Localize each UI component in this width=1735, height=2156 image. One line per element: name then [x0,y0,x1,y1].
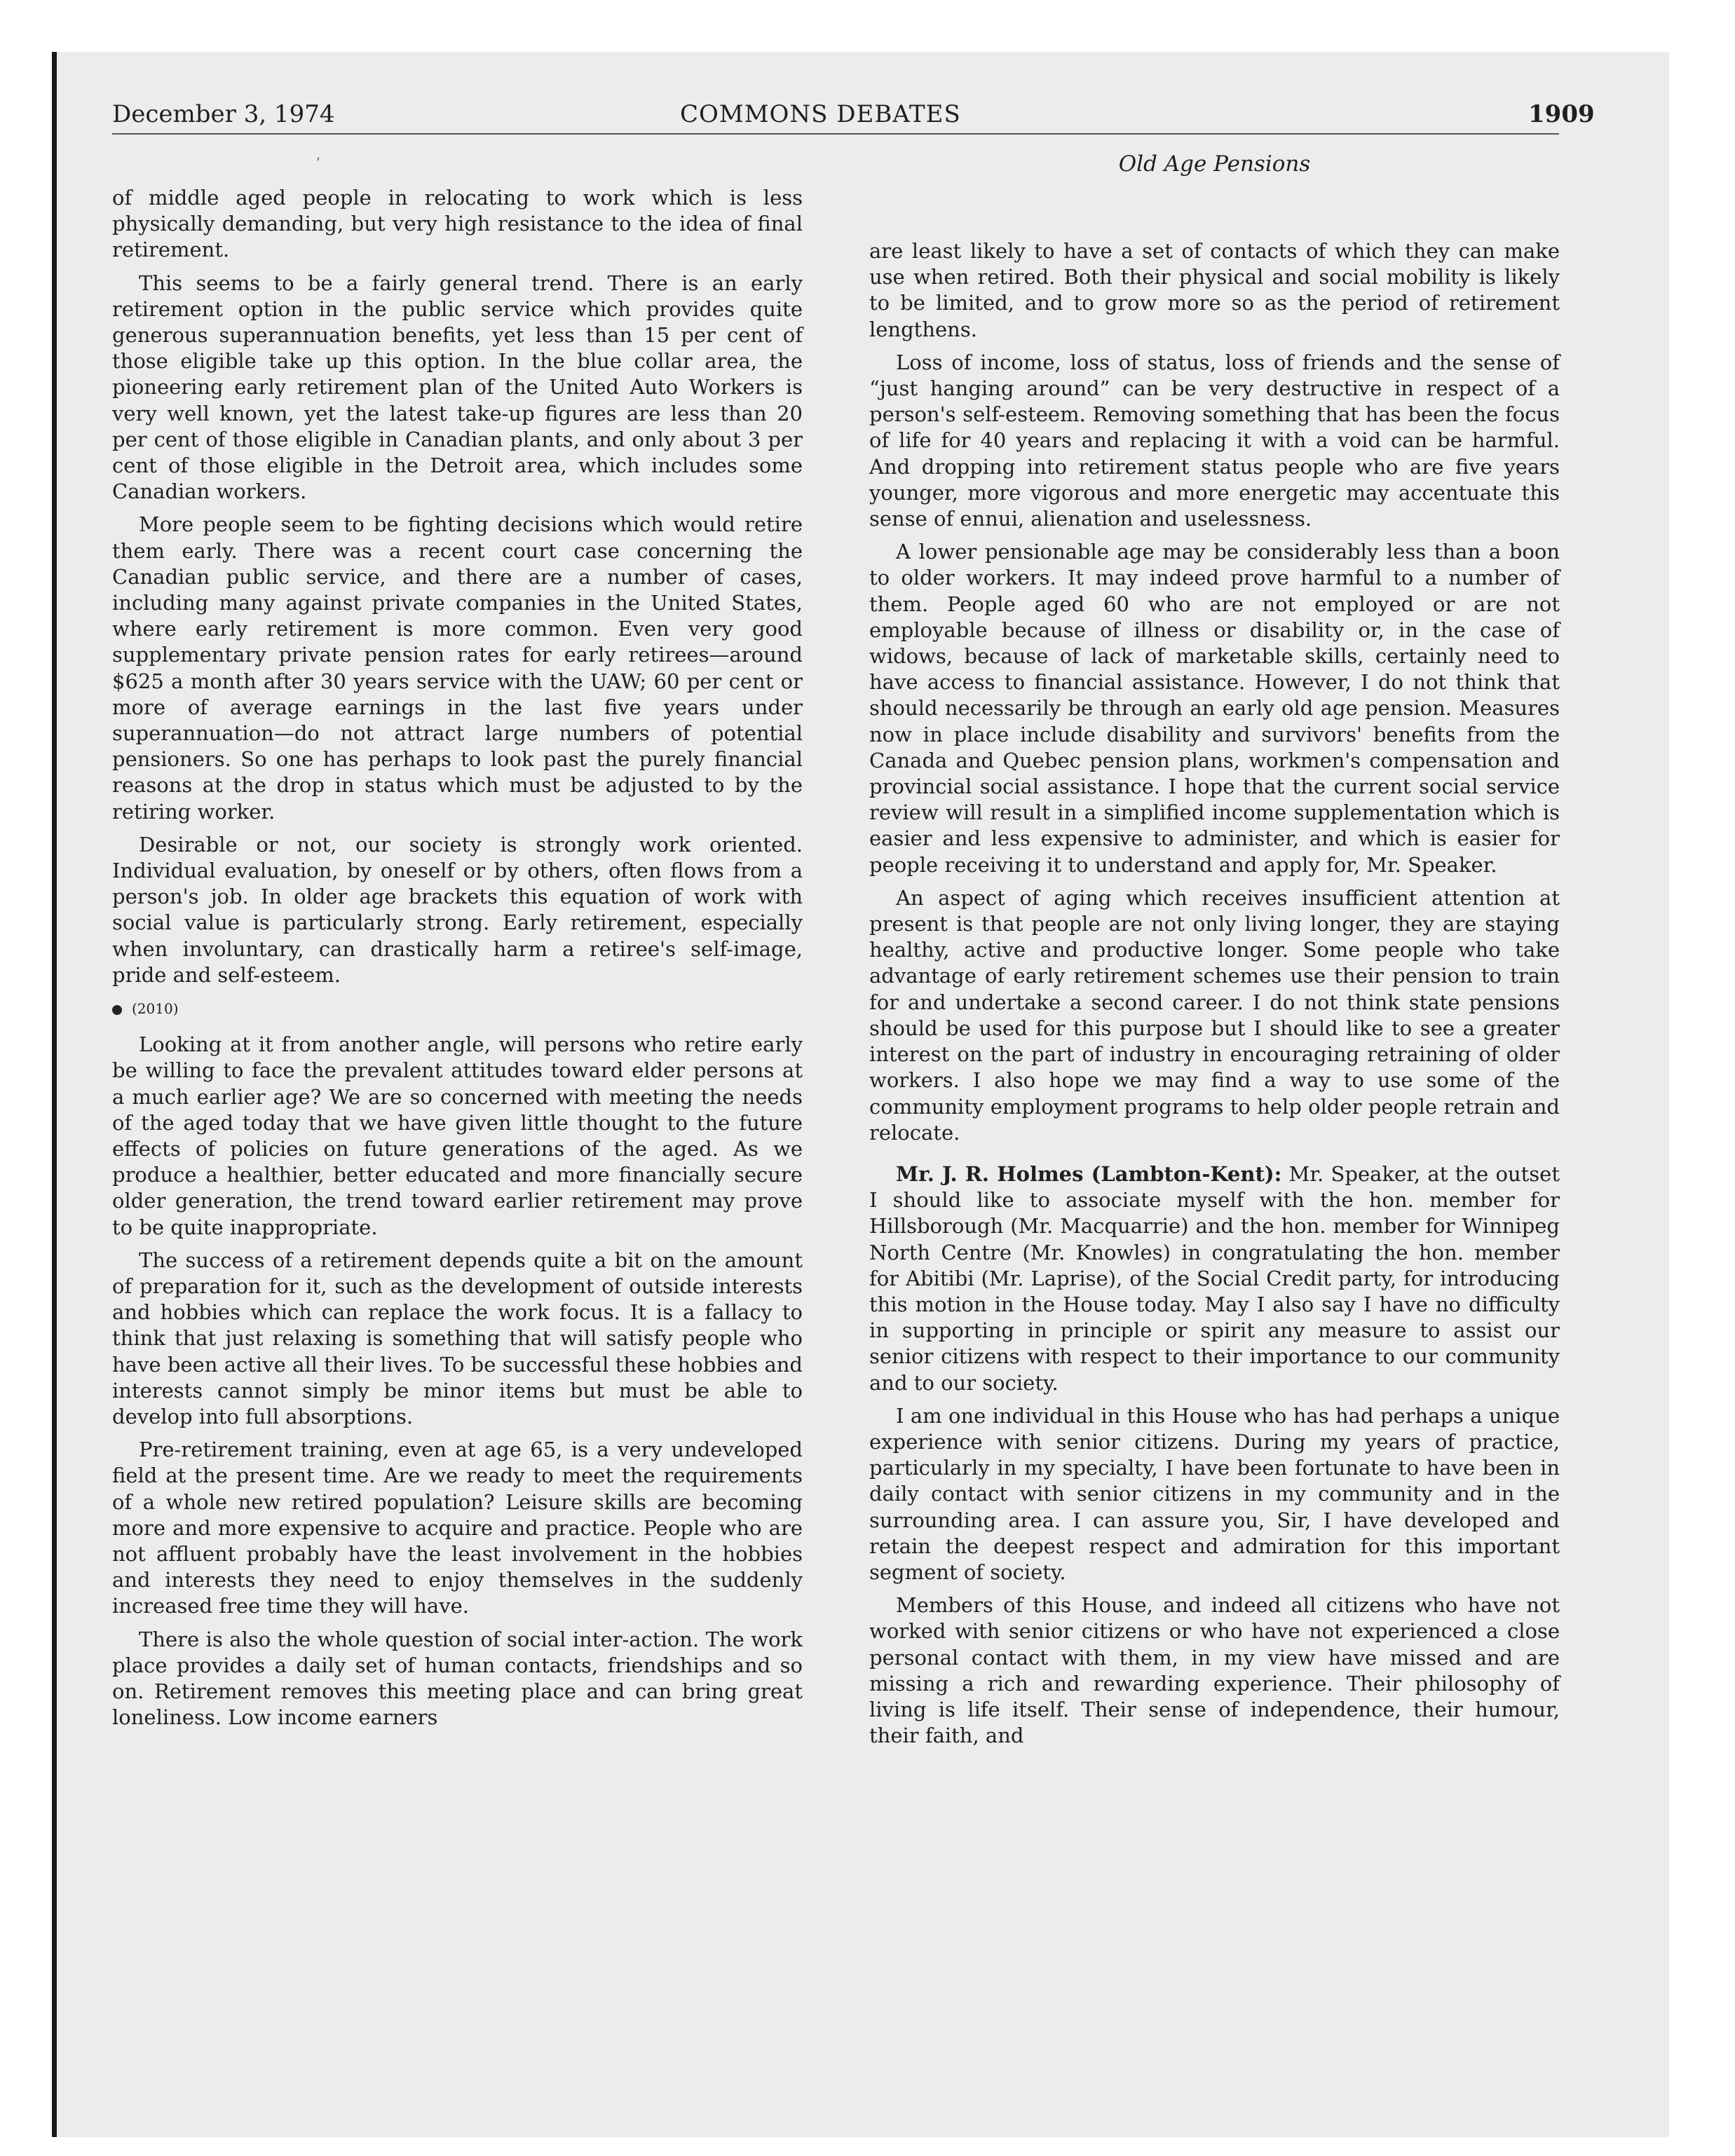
paragraph: are least likely to have a set of contacts of which they can make use when retired. Both their physical and social mobility is likely to be limited, and to grow more so as the period of retirement lengthens. [869,239,1560,341]
header-title: COMMONS DEBATES [680,100,961,128]
speech-text: Mr. Speaker, at the outset I should like to associate myself with the hon. member for Hillsborough (Mr. Macquarrie) and the hon. member for Winnipeg North Centre (Mr. Knowles) in congratulating the hon. member for Abitibi (Mr. Laprise), of the Social Credit party, for introducing this motion in the House today. May I also say I have no difficulty in supporting in principle or spirit any measure to assist our senior citizens with respect to their importance to our community and to our society. [869,1161,1560,1395]
bullet-icon [112,1005,122,1015]
paragraph: More people seem to be fighting decisions which would retire them early. There was a recent court case concerning the Canadian public service, and there are a number of cases, including many against private companies in the United States, where early retirement is more common. Even very good supplementary private pension rates for early retirees—around $625 a month after 30 years service with the UAW; 60 per cent or more of average earnings in the last five years under superannuation—do not attract large numbers of potential pensioners. So one has perhaps to look past the purely financial reasons at the drop in status which must be adjusted to by the retiring worker. [112,512,803,824]
paragraph: This seems to be a fairly general trend. There is an early retirement option in the public service which provides quite generous superannuation benefits, yet less than 15 per cent of those eligible take up this option. In the blue collar area, the pioneering early retirement plan of the United Auto Workers is very well known, yet the latest take-up figures are less than 20 per cent of those eligible in Canadian plants, and only about 3 per cent of those eligible in the Detroit area, which includes some Canadian workers. [112,271,803,504]
paragraph: Members of this House, and indeed all citizens who have not worked with senior citizens or who have not experienced a close personal contact with them, in my view have missed and are missing a rich and rewarding experience. Their philosophy of living is life itself. Their sense of independence, their humour, their faith, and [869,1593,1560,1748]
time-marker [112,998,803,1019]
left-column [112,185,803,1738]
header-rule [112,133,1559,135]
paragraph: Looking at it from another angle, will persons who retire early be willing to face the prevalent attitudes toward elder persons at a much earlier age? We are so concerned with meeting the needs of the aged today that we have given little thought to the future effects of policies on future generations of the aged. As we produce a healthier, better educated and more financially secure older generation, the trend toward earlier retirement may prove to be quite inappropriate. [112,1032,803,1239]
paragraph: A lower pensionable age may be considerably less than a boon to older workers. It may indeed prove harmful to a number of them. People aged 60 who are not employed or are not employable because of illness or disability or, in the case of widows, because of lack of marketable skills, certainly need to have access to financial assistance. However, I do not think that should necessarily be through an early old age pension. Measures now in place include disability and survivors' benefits from the Canada and Quebec pension plans, workmen's compensation and provincial social assistance. I hope that the current social service review will result in a simplified income supplementation which is easier and less expensive to administer, and which is easier for people receiving it to understand and apply for, Mr. Speaker. [869,540,1560,877]
speech-paragraph [869,1161,1560,1396]
running-head: Old Age Pensions [1118,151,1311,177]
paragraph: There is also the whole question of social inter-action. The work place provides a daily set of human contacts, friendships and so on. Retirement removes this meeting place and can bring great loneliness. Low income earners [112,1627,803,1730]
paragraph: An aspect of aging which receives insufficient attention at present is that people are not only living longer, they are staying healthy, active and productive longer. Some people who take advantage of early retirement schemes use their pension to train for and undertake a second career. I do not think state pensions should be used for this purpose but I should like to see a greater interest on the part of industry in encouraging retraining of older workers. I also hope we may find a way to use some of the community employment programs to help older people retrain and relocate. [869,885,1560,1145]
scan-border [52,52,57,2137]
paragraph: Desirable or not, our society is strongly work oriented. Individual evaluation, by oneself or by others, often flows from a person's job. In older age brackets this equation of work with social value is particularly strong. Early retirement, especially when involuntary, can drastically harm a retiree's self-image, pride and self-esteem. [112,832,803,987]
right-column [869,238,1560,1756]
time-marker-label: (2010) [132,1000,179,1018]
stray-mark: ʼ [315,154,320,171]
page-number: 1909 [1528,100,1595,128]
paragraph: Loss of income, loss of status, loss of friends and the sense of “just hanging around” can be very destructive in respect of a person's self-esteem. Removing something that has been the focus of life for 40 years and replacing it with a void can be harmful. And dropping into retirement status people who are five years younger, more vigorous and more energetic may accentuate this sense of ennui, alienation and uselessness. [869,350,1560,531]
header-date: December 3, 1974 [112,100,335,128]
paragraph: I am one individual in this House who has had perhaps a unique experience with senior citizens. During my years of practice, particularly in my specialty, I have been fortunate to have been in daily contact with senior citizens in my community and in the surrounding area. I can assure you, Sir, I have developed and retain the deepest respect and admiration for this important segment of society. [869,1403,1560,1584]
paragraph: The success of a retirement depends quite a bit on the amount of preparation for it, such as the development of outside interests and hobbies which can replace the work focus. It is a fallacy to think that just relaxing is something that will satisfy people who have been active all their lives. To be successful these hobbies and interests cannot simply be minor items but must be able to develop into full absorptions. [112,1248,803,1428]
speaker-name: Mr. J. R. Holmes (Lambton-Kent): [896,1161,1282,1186]
paragraph: Pre-retirement training, even at age 65, is a very undeveloped field at the present time. Are we ready to meet the requirements of a whole new retired population? Leisure skills are becoming more and more expensive to acquire and practice. People who are not affluent probably have the least involvement in the hobbies and interests they need to enjoy themselves in the suddenly increased free time they will have. [112,1438,803,1618]
paragraph: of middle aged people in relocating to work which is less physically demanding, but very high resistance to the idea of final retirement. [112,186,803,262]
